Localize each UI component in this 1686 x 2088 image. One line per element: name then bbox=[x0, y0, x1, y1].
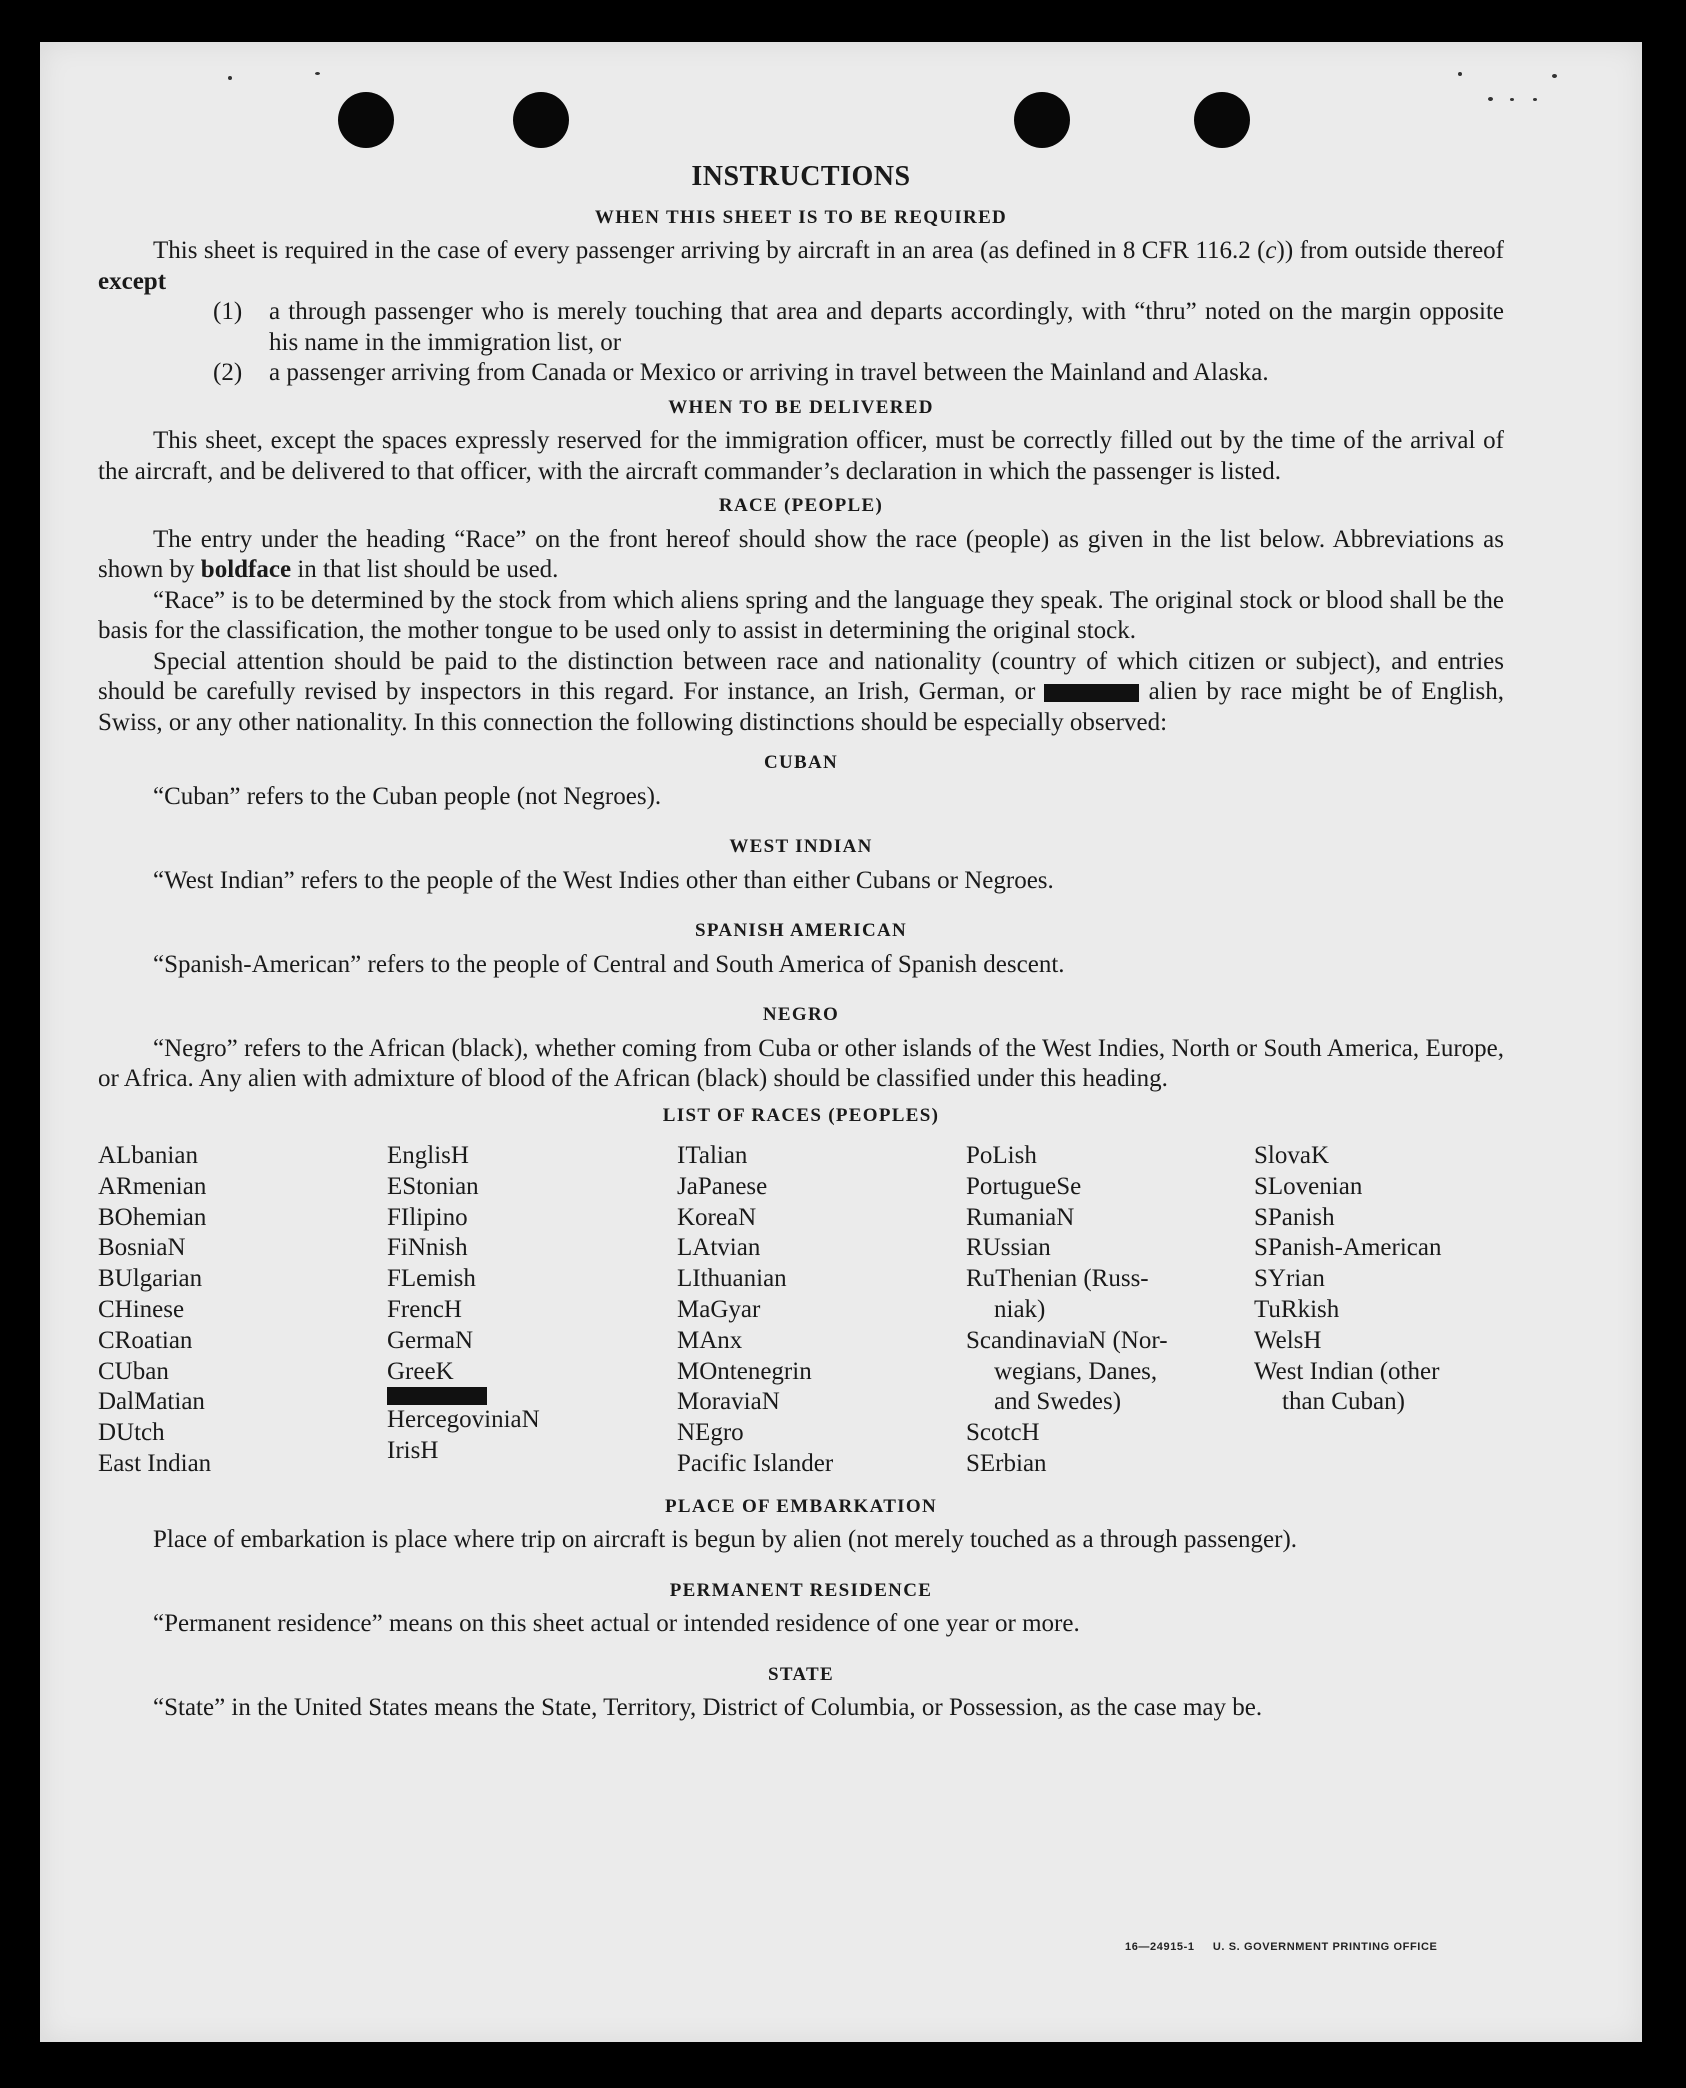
race-item: CUban bbox=[98, 1357, 169, 1385]
paragraph-when-required: This sheet is required in the case of every passenger arriving by aircraft in an area (as defined in 8 CFR 116.2 (c)) from outside thereof except bbox=[98, 237, 1504, 295]
race-item: ScotcH bbox=[966, 1419, 1040, 1447]
race-item: SErbian bbox=[966, 1449, 1047, 1477]
race-item: SPanish bbox=[1254, 1203, 1335, 1231]
redaction-mark bbox=[1044, 684, 1139, 702]
race-item: JaPanese bbox=[677, 1172, 768, 1200]
race-item: ARmenian bbox=[98, 1172, 207, 1200]
race-item: FLemish bbox=[387, 1265, 476, 1293]
race-item: RuThenian (Russ- bbox=[966, 1265, 1149, 1293]
race-item: EnglisH bbox=[387, 1142, 469, 1169]
race-item: West Indian (other bbox=[1254, 1357, 1440, 1385]
race-item: LIthuanian bbox=[677, 1265, 787, 1293]
race-item: ScandinaviaN (Nor- bbox=[966, 1326, 1168, 1354]
race-item: IrisH bbox=[387, 1437, 439, 1465]
race-item: ALbanian bbox=[98, 1142, 198, 1169]
race-item: BUlgarian bbox=[98, 1265, 203, 1293]
dust-speck bbox=[1510, 98, 1514, 101]
race-item: Pacific Islander bbox=[677, 1449, 834, 1477]
paragraph-race-2: “Race” is to be determined by the stock from which aliens spring and the language they speak. The original stock or blood shall be the basis for the classification, the mother tongue to be used only to assist in determining the original stock. bbox=[98, 586, 1504, 644]
race-item: LAtvian bbox=[677, 1234, 761, 1262]
heading-permanent-residence: PERMANENT RESIDENCE bbox=[669, 1579, 933, 1601]
race-item: MAnx bbox=[677, 1326, 743, 1354]
races-column-4 bbox=[966, 1141, 1254, 1480]
race-item: NEgro bbox=[677, 1419, 744, 1447]
paragraph-race-1: The entry under the heading “Race” on the front hereof should show the race (people) as given in the list below. Abbreviations as shown by boldface in that list should be used. bbox=[98, 525, 1504, 583]
dust-speck bbox=[1552, 74, 1557, 78]
race-item: SLovenian bbox=[1254, 1172, 1363, 1200]
race-item: SlovaK bbox=[1254, 1142, 1329, 1169]
race-item: MaGyar bbox=[677, 1295, 761, 1323]
race-item: RumaniaN bbox=[966, 1203, 1075, 1231]
race-item-continued: niak) bbox=[994, 1295, 1046, 1323]
race-item: MOntenegrin bbox=[677, 1357, 812, 1385]
heading-when-delivered: WHEN TO BE DELIVERED bbox=[668, 396, 934, 418]
punch-hole bbox=[1014, 92, 1070, 148]
document-title: INSTRUCTIONS bbox=[691, 161, 911, 192]
race-item-continued: and Swedes) bbox=[994, 1388, 1122, 1416]
races-column-1 bbox=[98, 1141, 387, 1480]
race-item: SYrian bbox=[1254, 1265, 1325, 1293]
paragraph-west-indian: “West Indian” refers to the people of the West Indies other than either Cubans or Negroes. bbox=[153, 866, 1054, 894]
race-item: TuRkish bbox=[1254, 1295, 1340, 1323]
heading-state: STATE bbox=[768, 1663, 834, 1685]
heading-west-indian: WEST INDIAN bbox=[729, 836, 873, 857]
race-item: PortugueSe bbox=[966, 1172, 1082, 1200]
dust-speck bbox=[315, 72, 320, 75]
race-item: DalMatian bbox=[98, 1388, 205, 1416]
race-item: East Indian bbox=[98, 1449, 212, 1477]
list-item: (2) a passenger arriving from Canada or Mexico or arriving in travel between the Mainland and Alaska. bbox=[213, 359, 1269, 386]
dust-speck bbox=[228, 76, 232, 80]
document-page bbox=[40, 42, 1642, 2042]
race-item: CHinese bbox=[98, 1295, 185, 1323]
race-item: MoraviaN bbox=[677, 1388, 780, 1416]
race-item: EStonian bbox=[387, 1172, 479, 1200]
race-item: BOhemian bbox=[98, 1203, 207, 1231]
race-item-redacted bbox=[387, 1387, 677, 1405]
race-item: GreeK bbox=[387, 1357, 454, 1385]
heading-cuban: CUBAN bbox=[763, 752, 839, 773]
punch-hole bbox=[1194, 92, 1250, 148]
race-item-continued: than Cuban) bbox=[1282, 1388, 1405, 1416]
dust-speck bbox=[1533, 98, 1537, 101]
paragraph-race-3: Special attention should be paid to the distinction between race and nationality (country of which citizen or subject), and entries should be carefully revised by inspectors in this regard. For instance, an Irish, German, or alien by race might be of English, Swiss, or any other nationality. In this connection the following distinctions should be especially observed: bbox=[98, 647, 1504, 736]
race-item: FIlipino bbox=[387, 1203, 468, 1231]
race-item: HercegoviniaN bbox=[387, 1406, 540, 1434]
dust-speck bbox=[1488, 97, 1493, 101]
race-item: FiNnish bbox=[387, 1234, 468, 1262]
heading-race: RACE (PEOPLE) bbox=[718, 495, 884, 516]
race-item-continued: wegians, Danes, bbox=[994, 1357, 1158, 1385]
heading-negro: NEGRO bbox=[762, 1004, 840, 1025]
list-item: (1) a through passenger who is merely touching that area and departs accordingly, with “thru” noted on the margin opposite his name in the immigration list, or bbox=[213, 298, 1504, 356]
form-number-footer: 16—24915-1 U. S. GOVERNMENT PRINTING OFFICE bbox=[1125, 1941, 1438, 1953]
paragraph-cuban: “Cuban” refers to the Cuban people (not Negroes). bbox=[153, 782, 662, 810]
heading-spanish-american: SPANISH AMERICAN bbox=[694, 920, 908, 941]
paragraph-embarkation: Place of embarkation is place where trip on aircraft is begun by alien (not merely touched as a through passenger). bbox=[153, 1526, 1298, 1554]
redaction-mark bbox=[387, 1387, 487, 1405]
punch-hole bbox=[338, 92, 394, 148]
race-item: CRoatian bbox=[98, 1326, 193, 1354]
races-column-2 bbox=[387, 1141, 677, 1480]
race-item: KoreaN bbox=[677, 1203, 757, 1231]
paragraph-when-delivered: This sheet, except the spaces expressly reserved for the immigration officer, must be correctly filled out by the time of the arrival of the aircraft, and be delivered to that officer, with the aircraft commander’s declaration in which the passenger is listed. bbox=[98, 427, 1504, 485]
race-item: DUtch bbox=[98, 1419, 165, 1447]
exception-list bbox=[213, 297, 1504, 389]
race-item: SPanish-American bbox=[1254, 1234, 1442, 1262]
race-item: ITalian bbox=[677, 1142, 748, 1169]
dust-speck bbox=[1458, 72, 1462, 76]
paragraph-spanish-american: “Spanish-American” refers to the people of Central and South America of Spanish descent. bbox=[153, 950, 1065, 978]
heading-list-of-races: LIST OF RACES (PEOPLES) bbox=[662, 1104, 940, 1126]
heading-when-required: WHEN THIS SHEET IS TO BE REQUIRED bbox=[594, 206, 1008, 228]
race-item: WelsH bbox=[1254, 1326, 1322, 1354]
race-item: FrencH bbox=[387, 1295, 462, 1323]
paragraph-negro: “Negro” refers to the African (black), whether coming from Cuba or other islands of the West Indies, North or South America, Europe, or Africa. Any alien with admixture of blood of the African (black) should be classified under this heading. bbox=[98, 1034, 1504, 1092]
paragraph-permanent-residence: “Permanent residence” means on this sheet actual or intended residence of one year or more. bbox=[153, 1610, 1080, 1638]
race-item: BosniaN bbox=[98, 1234, 186, 1262]
punch-hole bbox=[513, 92, 569, 148]
races-column-3 bbox=[677, 1141, 966, 1480]
heading-embarkation: PLACE OF EMBARKATION bbox=[665, 1495, 937, 1517]
race-item: GermaN bbox=[387, 1326, 474, 1354]
races-list bbox=[98, 1141, 1504, 1480]
races-column-5 bbox=[1254, 1141, 1504, 1480]
instructions-content bbox=[98, 162, 1504, 1724]
paragraph-state: “State” in the United States means the State, Territory, District of Columbia, or Possession, as the case may be. bbox=[153, 1694, 1263, 1722]
race-item: PoLish bbox=[966, 1142, 1037, 1169]
race-item: RUssian bbox=[966, 1234, 1051, 1262]
